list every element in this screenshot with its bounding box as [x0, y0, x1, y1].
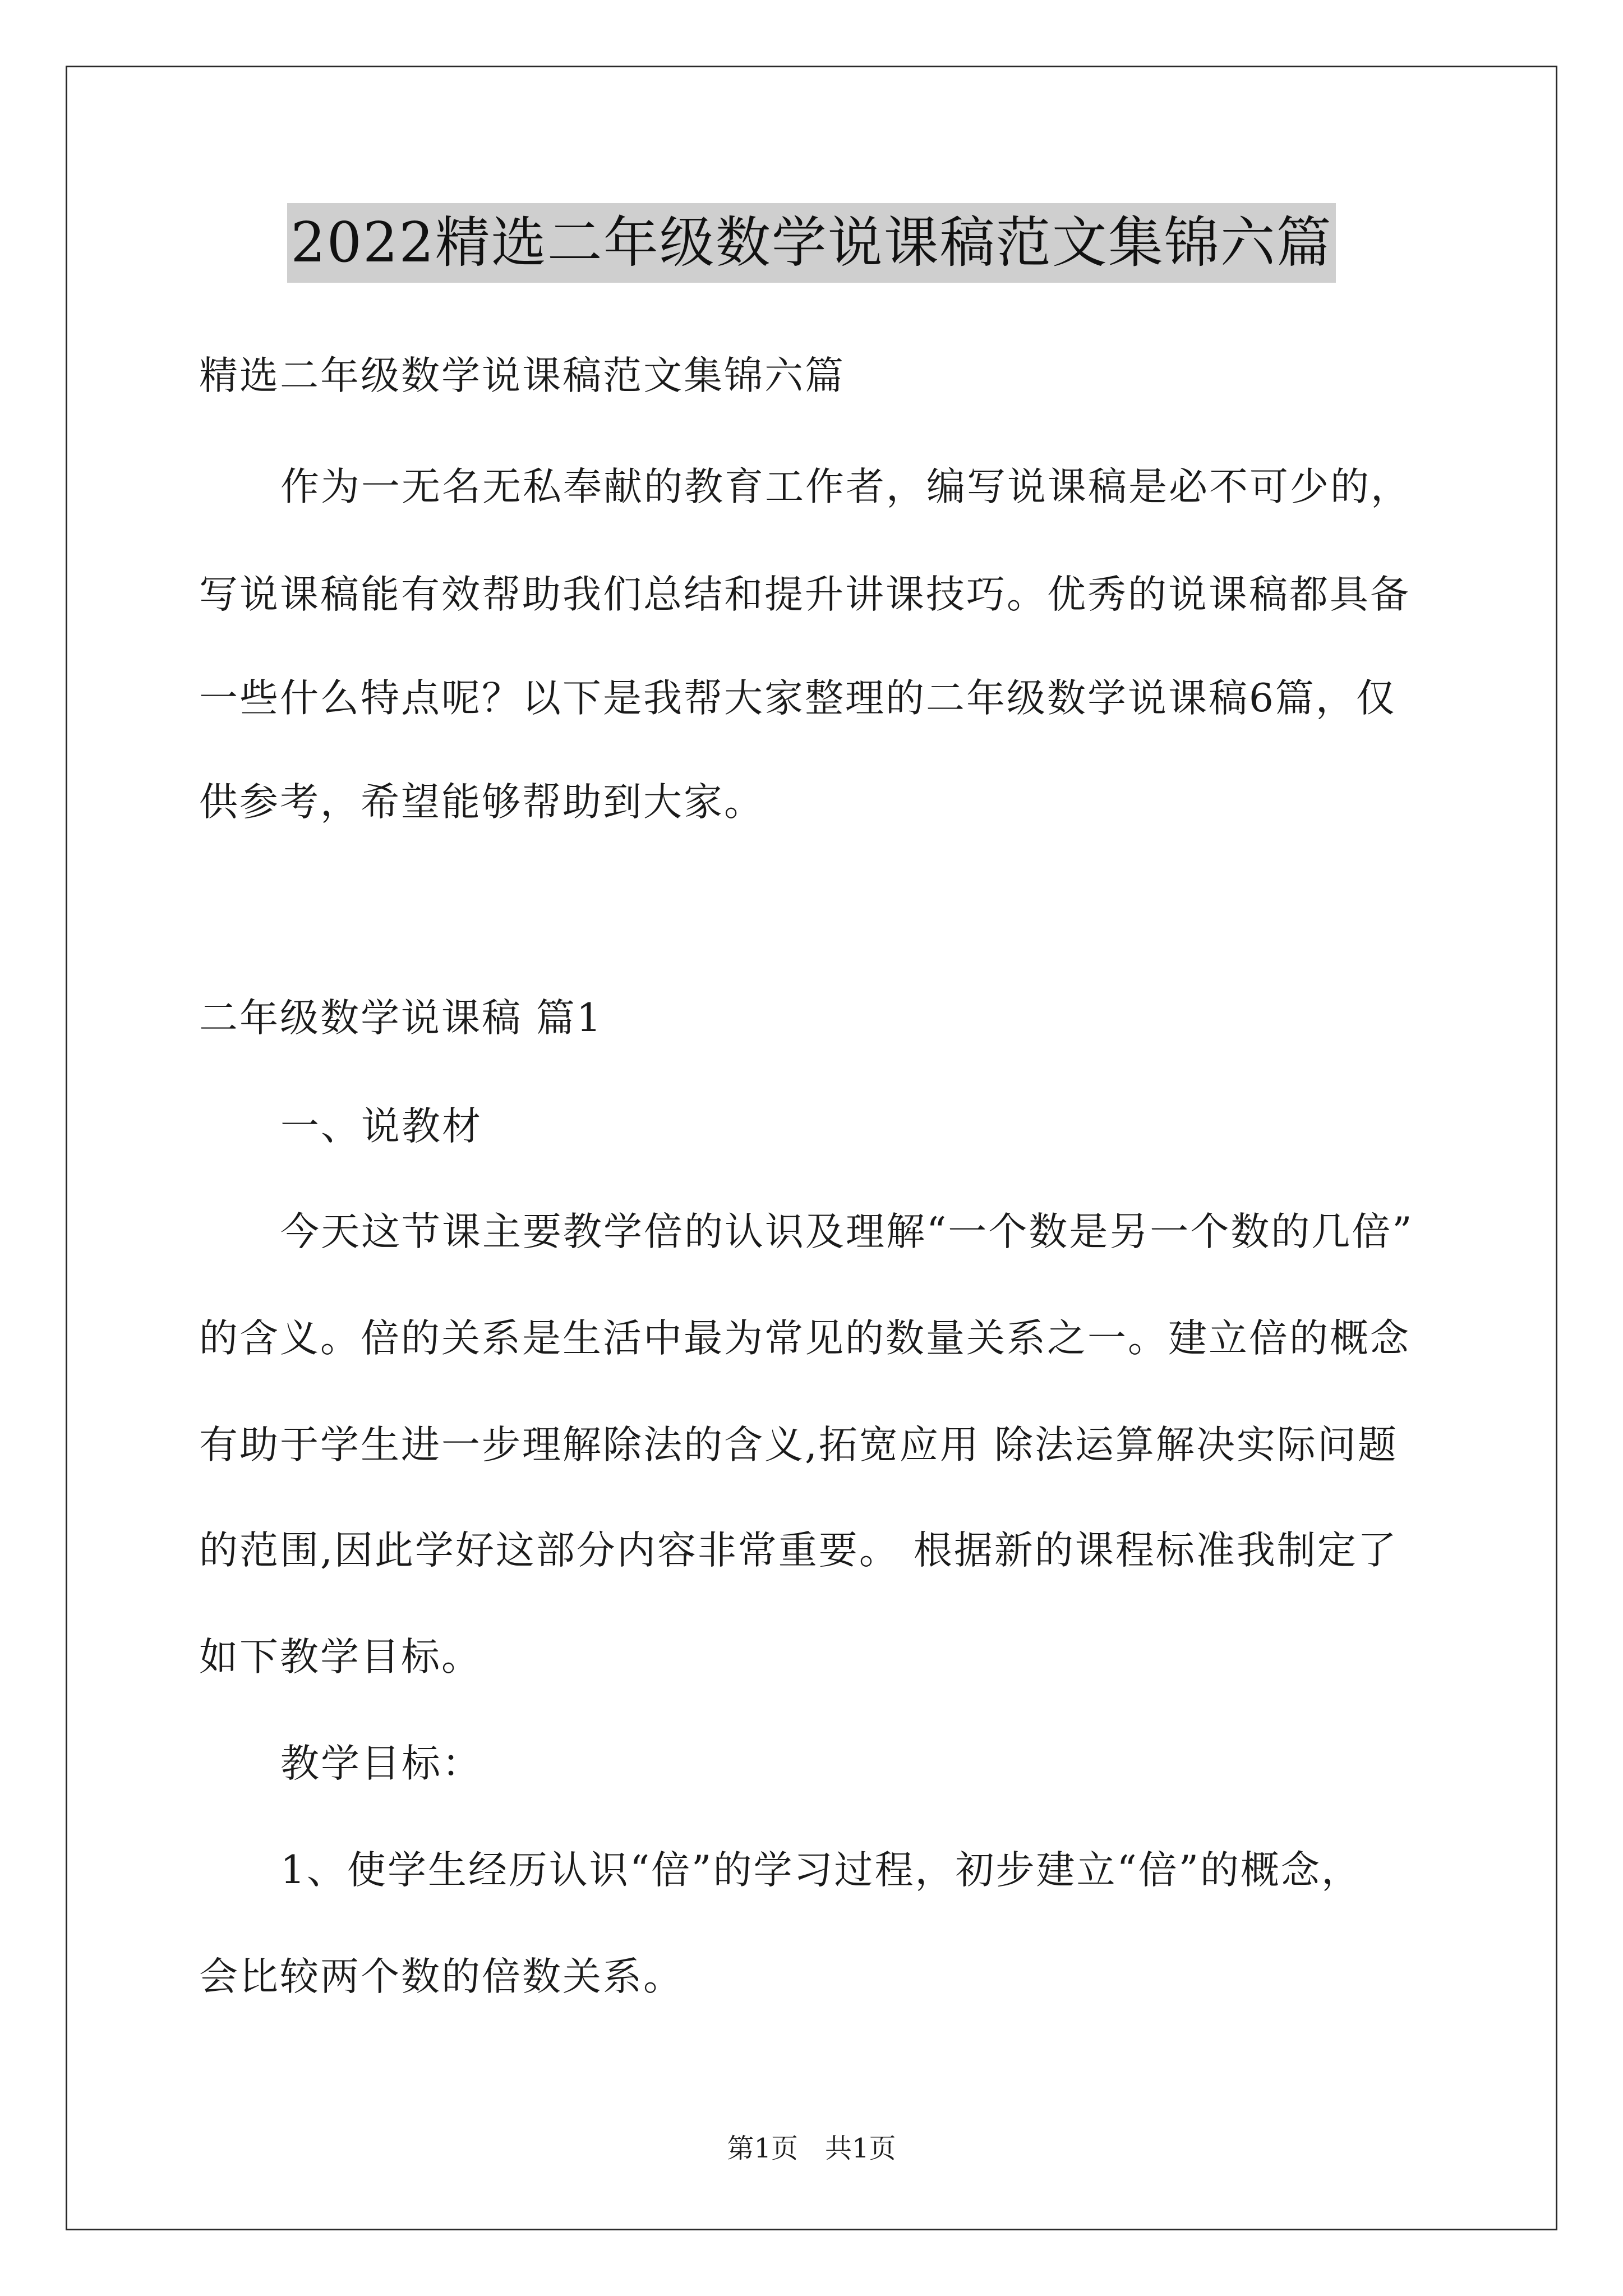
- subheading-textbook: 一、说教材: [280, 1104, 482, 1149]
- goal-line-2: 会比较两个数的倍数关系。: [199, 1954, 684, 1999]
- goal-line-1: 1、使学生经历认识“倍”的学习过程，初步建立“倍”的概念，: [280, 1848, 1362, 1893]
- goals-label: 教学目标：: [280, 1741, 482, 1786]
- body-line-1: 今天这节课主要教学倍的认识及理解“一个数是另一个数的几倍”: [280, 1209, 1414, 1254]
- intro-line-2: 写说课稿能有效帮助我们总结和提升讲课技巧。优秀的说课稿都具备: [199, 572, 1410, 617]
- page-footer: [0, 2132, 1623, 2165]
- section-heading: 二年级数学说课稿 篇1: [199, 996, 603, 1041]
- page-number-total: 共1页: [825, 2133, 896, 2164]
- intro-line-3: 一些什么特点呢？以下是我帮大家整理的二年级数学说课稿6篇，仅: [199, 676, 1396, 721]
- intro-line-1: 作为一无名无私奉献的教育工作者，编写说课稿是必不可少的，: [280, 464, 1411, 509]
- document-title: 2022精选二年级数学说课稿范文集锦六篇: [287, 203, 1335, 283]
- body-line-5: 如下教学目标。: [199, 1635, 482, 1680]
- page-number-current: 第1页: [727, 2133, 798, 2164]
- intro-line-4: 供参考，希望能够帮助到大家。: [199, 780, 764, 825]
- document-subtitle: 精选二年级数学说课稿范文集锦六篇: [199, 353, 845, 398]
- title-container: [0, 203, 1623, 283]
- body-line-2: 的含义。倍的关系是生活中最为常见的数量关系之一。建立倍的概念: [199, 1316, 1410, 1361]
- body-line-4: 的范围,因此学好这部分内容非常重要。 根据新的课程标准我制定了: [199, 1528, 1398, 1573]
- body-line-3: 有助于学生进一步理解除法的含义,拓宽应用 除法运算解决实际问题: [199, 1423, 1398, 1467]
